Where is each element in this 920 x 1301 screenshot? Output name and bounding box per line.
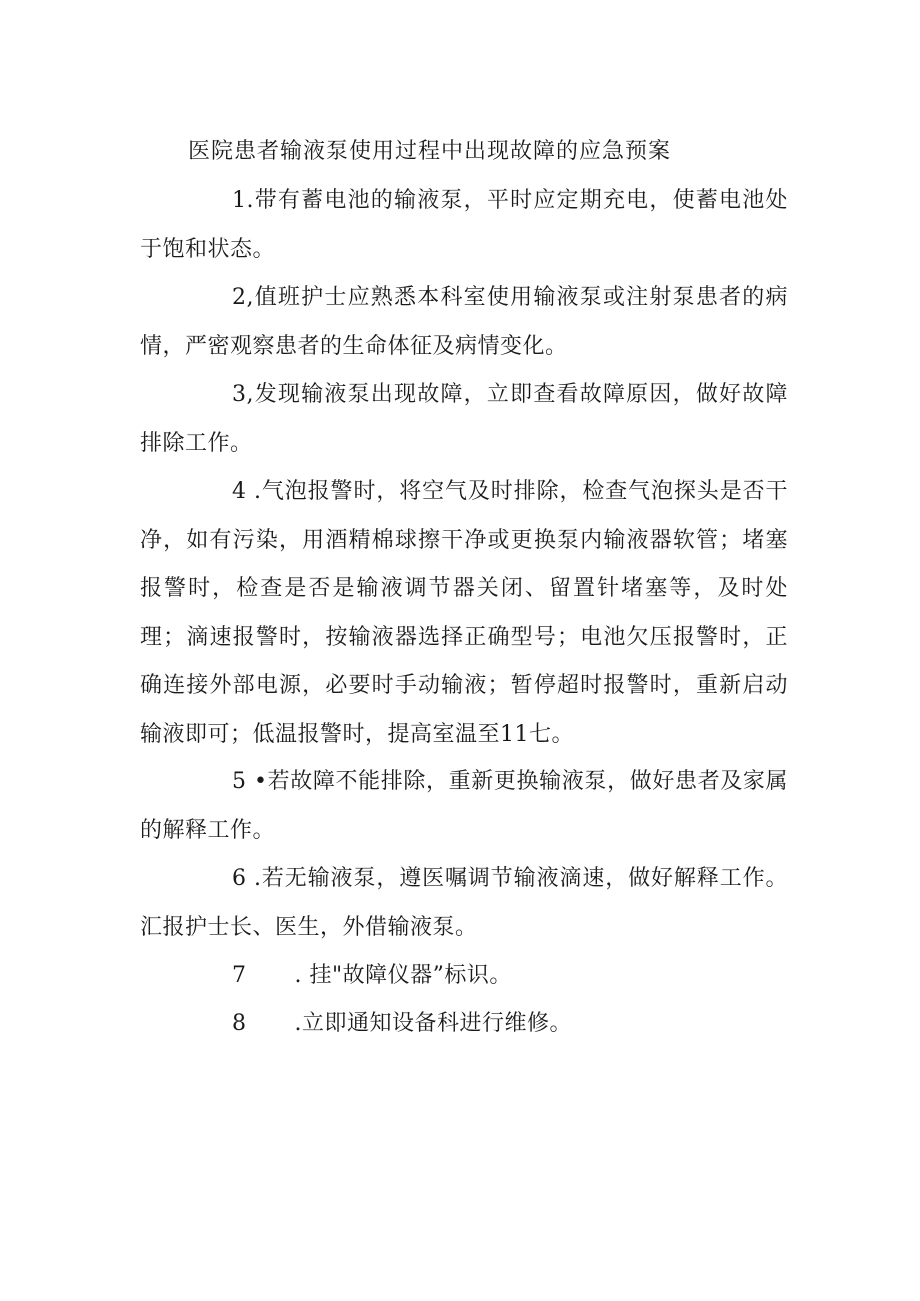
item-text: 值班护士应熟悉本科室使用输液泵或注射泵患者的病情，严密观察患者的生命体征及病情变化。	[140, 285, 788, 359]
item-text: .立即通知设备科进行维修。	[294, 1011, 572, 1036]
item-number: 8	[232, 1011, 247, 1036]
item-text: . 挂"故障仪器”标识。	[294, 963, 512, 988]
item-number: 7	[232, 963, 247, 988]
item-number: 1.	[232, 188, 254, 213]
document-title: 医院患者输液泵使用过程中出现故障的应急预案	[188, 139, 672, 164]
item-number: 6 .	[232, 866, 262, 891]
list-item	[140, 371, 788, 468]
list-item	[140, 1000, 788, 1049]
item-text: 发现输液泵出现故障，立即查看故障原因，做好故障排除工作。	[140, 382, 788, 456]
item-number: 4 .	[232, 479, 262, 504]
list-item	[140, 952, 788, 1001]
list-item	[140, 855, 788, 952]
item-text: 气泡报警时，将空气及时排除，检查气泡探头是否干净，如有污染，用酒精棉球擦干净或更换泵内输液器软管；堵塞报警时，检查是否是输液调节器关闭、留置针堵塞等，及时处理；滴速报警时，按输液器选择正确型号；电池欠压报警时，正确连接外部电源，必要时手动输液；暂停超时报警时，重新启动输液即可；低温报警时，提高室温至11七。	[140, 479, 788, 747]
list-item	[140, 468, 788, 759]
item-number: 5 •	[232, 769, 268, 794]
item-text: 带有蓄电池的输液泵，平时应定期充电，使蓄电池处于饱和状态。	[140, 188, 788, 262]
list-item	[140, 177, 788, 274]
item-number: 2,	[232, 285, 254, 310]
list-item	[140, 274, 788, 371]
item-text: 若无输液泵，遵医嘱调节输液滴速，做好解释工作。汇报护士长、医生，外借输液泵。	[140, 866, 788, 940]
item-number: 3,	[232, 382, 254, 407]
item-text: 若故障不能排除，重新更换输液泵，做好患者及家属的解释工作。	[140, 769, 788, 843]
list-item	[140, 758, 788, 855]
